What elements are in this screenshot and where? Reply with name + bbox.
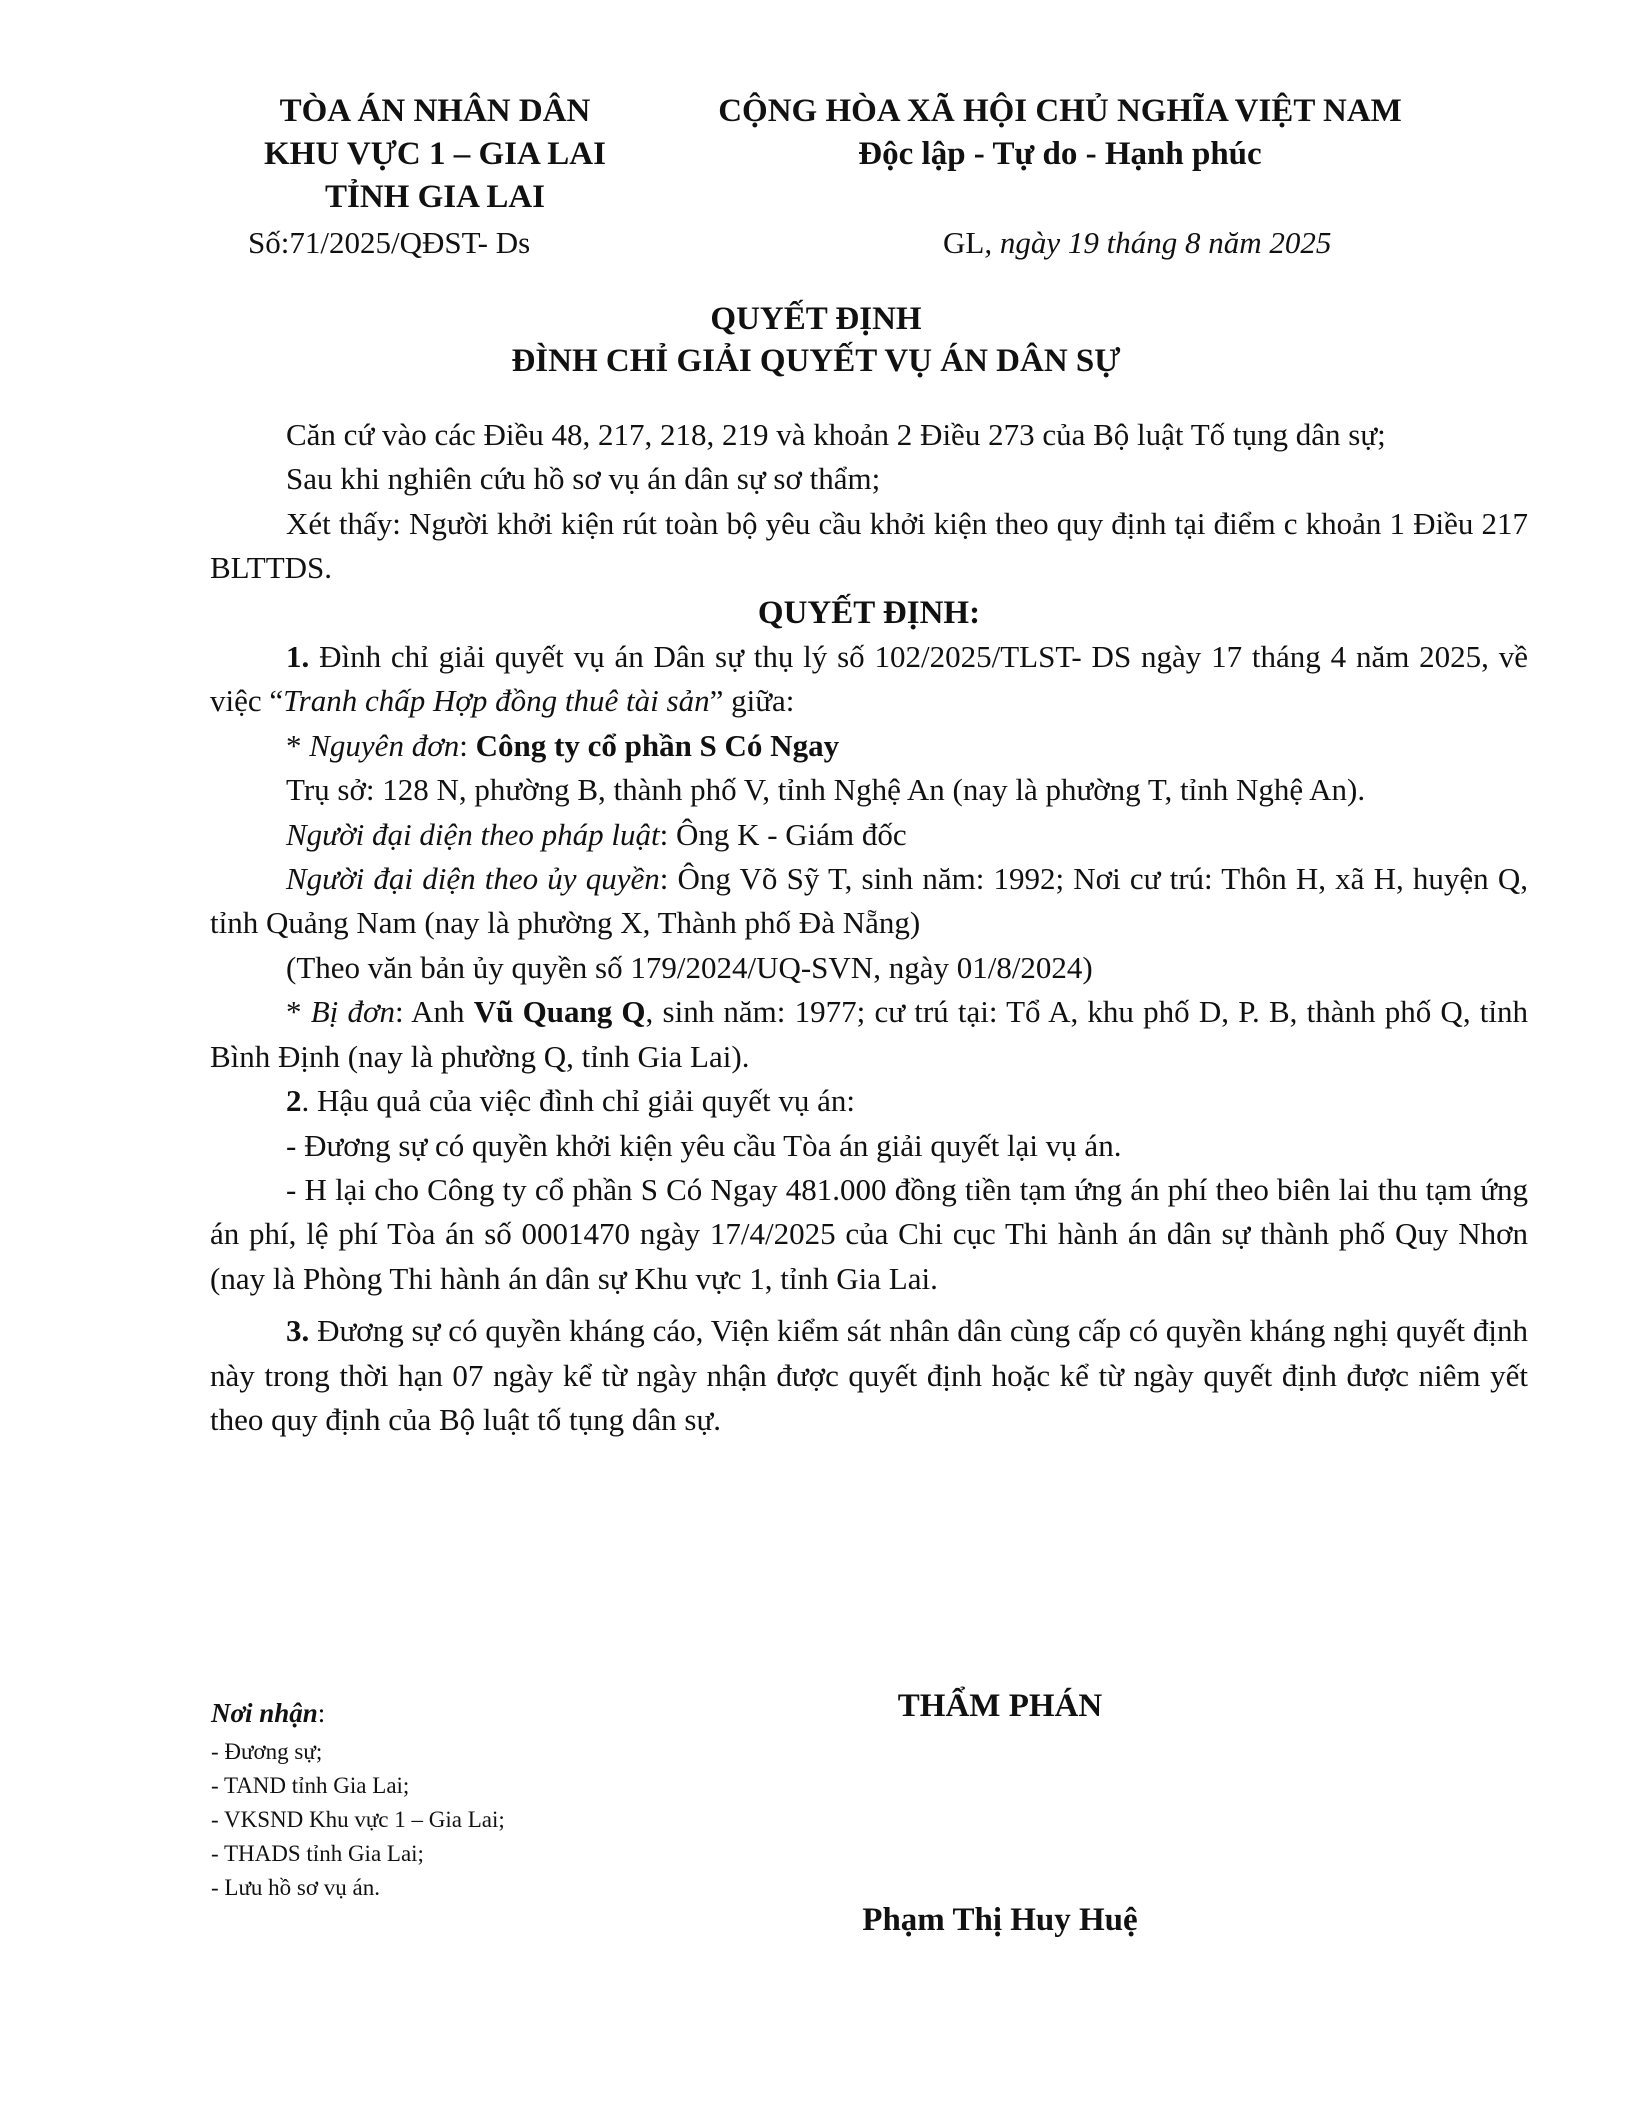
recipient-item: - TAND tỉnh Gia Lai; — [211, 1773, 410, 1798]
document-number: Số:71/2025/QĐST- Ds — [248, 225, 531, 260]
recipients-heading: Nơi nhận: — [211, 1698, 326, 1728]
authorization-document: (Theo văn bản ủy quyền số 179/2024/UQ-SVN, ngày 01/8/2024) — [286, 949, 1093, 985]
national-motto: Độc lập - Tự do - Hạnh phúc — [858, 136, 1262, 172]
finding-statement: Xét thấy: Người khởi kiện rút toàn bộ yêu cầu khởi kiện theo quy định tại điểm c khoản 1 Điều 217 BLTTDS. — [210, 505, 1528, 586]
recipients-list — [211, 1735, 731, 1905]
document-date — [943, 225, 1331, 261]
court-name-line3: TỈNH GIA LAI — [324, 179, 546, 215]
plaintiff-address: Trụ sở: 128 N, phường B, thành phố V, tỉnh Nghệ An (nay là phường T, tỉnh Nghệ An). — [286, 772, 1366, 808]
national-header — [660, 90, 1460, 176]
plaintiff-name: Công ty cổ phần S Có Ngay — [475, 727, 840, 763]
recipients-block — [211, 1695, 731, 1905]
consequence-point-2: - H lại cho Công ty cổ phần S Có Ngay 481.000 đồng tiền tạm ứng án phí theo biên lai thu tạm ứng án phí, lệ phí Tòa án số 0001470 ngày 17/4/2025 của Chi cục Thi hành án dân sự thành phố Quy Nhơn (nay là Phòng Thi hành án dân sự Khu vực 1, tỉnh Gia Lai. — [210, 1171, 1528, 1296]
document-title: QUYẾT ĐỊNH — [710, 301, 922, 337]
signer-name: Phạm Thị Huy Huệ — [862, 1902, 1138, 1938]
defendant-label: Bị đơn — [310, 994, 396, 1030]
recipient-item: - THADS tỉnh Gia Lai; — [211, 1841, 424, 1866]
document-subtitle: ĐÌNH CHỈ GIẢI QUYẾT VỤ ÁN DÂN SỰ — [511, 343, 1121, 379]
consequence-point-1: - Đương sự có quyền khởi kiện yêu cầu Tòa án giải quyết lại vụ án. — [286, 1127, 1122, 1163]
item-1-number: 1. — [286, 639, 310, 675]
defendant-line: * Bị đơn: Anh Vũ Quang Q, sinh năm: 1977; cư trú tại: Tổ A, khu phố D, P. B, thành phố Q, tỉnh Bình Định (nay là phường Q, tỉnh Gia Lai). — [210, 994, 1529, 1074]
court-name-line2: KHU VỰC 1 – GIA LAI — [264, 136, 606, 172]
decision-item-2: 2. Hậu quả của việc đình chỉ giải quyết vụ án: — [286, 1083, 856, 1119]
authorized-representative: Người đại diện theo ủy quyền: Ông Võ Sỹ T, sinh năm: 1992; Nơi cư trú: Thôn H, xã H, huyện Q, tỉnh Quảng Nam (nay là phường X, Thành phố Đà Nẵng) — [210, 861, 1528, 941]
plaintiff-line: * Nguyên đơn: Công ty cổ phần S Có Ngay — [286, 727, 840, 763]
court-header — [200, 90, 670, 219]
decision-item-3: 3. Đương sự có quyền kháng cáo, Viện kiểm sát nhân dân cùng cấp có quyền kháng nghị quyết định này trong thời hạn 07 ngày kể từ ngày nhận được quyết định hoặc kể từ ngày quyết định được niêm yết theo quy định của Bộ luật tố tụng dân sự. — [210, 1313, 1528, 1437]
item-3-number: 3. — [286, 1313, 310, 1349]
recipient-item: - Lưu hồ sơ vụ án. — [211, 1875, 380, 1900]
document-body — [210, 413, 1528, 1442]
decision-item-1: 1. Đình chỉ giải quyết vụ án Dân sự thụ lý số 102/2025/TLST- DS ngày 17 tháng 4 năm 2025, về việc “Tranh chấp Hợp đồng thuê tài sản” giữa: — [210, 639, 1528, 719]
defendant-name: Vũ Quang Q — [473, 994, 646, 1030]
review-statement: Sau khi nghiên cứu hồ sơ vụ án dân sự sơ thẩm; — [286, 461, 881, 497]
recipient-item: - VKSND Khu vực 1 – Gia Lai; — [211, 1807, 505, 1832]
court-name-line1: TÒA ÁN NHÂN DÂN — [279, 93, 591, 129]
legal-representative: Người đại diện theo pháp luật: Ông K - Giám đốc — [286, 816, 907, 852]
document-place: GL — [943, 225, 985, 260]
item-2-number: 2 — [286, 1083, 302, 1119]
recipient-item: - Đương sự; — [211, 1739, 323, 1764]
case-subject: Tranh chấp Hợp đồng thuê tài sản — [283, 683, 710, 719]
decision-heading: QUYẾT ĐỊNH: — [757, 594, 981, 631]
country-name: CỘNG HÒA XÃ HỘI CHỦ NGHĨA VIỆT NAM — [718, 93, 1402, 129]
legal-basis: Căn cứ vào các Điều 48, 217, 218, 219 và khoản 2 Điều 273 của Bộ luật Tố tụng dân sự; — [286, 417, 1386, 452]
document-date-text: , ngày 19 tháng 8 năm 2025 — [984, 225, 1332, 260]
plaintiff-label: Nguyên đơn — [309, 727, 460, 763]
signer-title: THẨM PHÁN — [897, 1688, 1103, 1724]
